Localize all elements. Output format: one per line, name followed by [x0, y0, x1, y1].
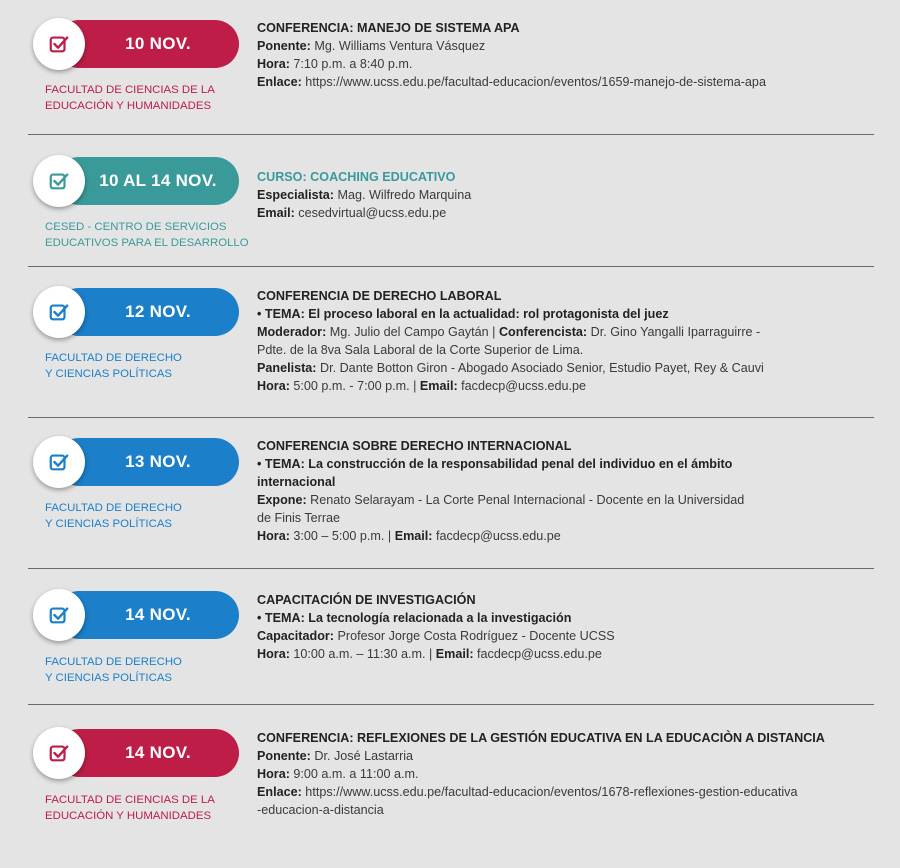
faculty-name: FACULTAD DE CIENCIAS DE LA EDUCACIÓN Y HUMANIDADES — [45, 84, 215, 112]
date-badge — [33, 438, 239, 486]
divider — [28, 266, 874, 267]
faculty-name: FACULTAD DE DERECHO Y CIENCIAS POLÍTICAS — [45, 352, 182, 380]
event-email[interactable]: cesedvirtual@ucss.edu.pe — [294, 206, 447, 220]
date-badge — [33, 591, 239, 639]
divider — [28, 417, 874, 418]
event-title: CONFERENCIA DE DERECHO LABORAL — [257, 289, 502, 303]
event-email[interactable]: facdecp@ucss.edu.pe — [457, 379, 586, 393]
date-pill: 12 NOV. — [55, 288, 239, 336]
event-link[interactable]: https://www.ucss.edu.pe/facultad-educacion/eventos/1659-manejo-de-sistema-apa — [301, 75, 766, 89]
event-link-continued[interactable]: -educacion-a-distancia — [257, 803, 384, 817]
divider — [28, 568, 874, 569]
date-pill: 13 NOV. — [55, 438, 239, 486]
event-topic: • TEMA: El proceso laboral en la actualidad: rol protagonista del juez — [257, 307, 669, 321]
faculty-name: FACULTAD DE DERECHO Y CIENCIAS POLÍTICAS — [45, 656, 182, 684]
event-topic: • TEMA: La tecnología relacionada a la investigación — [257, 611, 572, 625]
date-badge — [33, 288, 239, 336]
event-link[interactable]: https://www.ucss.edu.pe/facultad-educacion/eventos/1678-reflexiones-gestion-educativa — [301, 785, 798, 799]
date-pill: 14 NOV. — [55, 591, 239, 639]
faculty-name: CESED - CENTRO DE SERVICIOS EDUCATIVOS PARA EL DESARROLLO — [45, 221, 249, 249]
faculty-name: FACULTAD DE DERECHO Y CIENCIAS POLÍTICAS — [45, 502, 182, 530]
checkbox-check-icon — [48, 170, 70, 192]
event-title: CONFERENCIA: MANEJO DE SISTEMA APA — [257, 21, 520, 35]
date-pill: 10 AL 14 NOV. — [55, 157, 239, 205]
event-details: CONFERENCIA: MANEJO DE SISTEMA APA Ponente: Mg. Williams Ventura Vásquez Hora: 7:10 p.m. a 8:40 p.m. Enlace: https://www.ucss.edu.pe/facultad-educacion/eventos/1659-manejo-de-sistema-apa — [257, 19, 867, 91]
event-title: CONFERENCIA: REFLEXIONES DE LA GESTIÓN EDUCATIVA EN LA EDUCACIÒN A DISTANCIA — [257, 731, 825, 745]
checkbox-check-icon — [48, 604, 70, 626]
date-pill: 10 NOV. — [55, 20, 239, 68]
date-pill: 14 NOV. — [55, 729, 239, 777]
event-email[interactable]: facdecp@ucss.edu.pe — [432, 529, 561, 543]
event-topic: • TEMA: La construcción de la responsabilidad penal del individuo en el ámbito — [257, 457, 733, 471]
check-circle — [33, 286, 85, 338]
checkbox-check-icon — [48, 742, 70, 764]
event-title: CURSO: COACHING EDUCATIVO — [257, 170, 456, 184]
event-details: CONFERENCIA SOBRE DERECHO INTERNACIONAL • TEMA: La construcción de la responsabilidad penal del individuo en el ámbito internacional Expone: Renato Selarayam - La Corte Penal Internacional - Docente en la Universidad de Finis Terrae Hora: 3:00 – 5:00 p.m. | Email: facdecp@ucss.edu.pe — [257, 437, 867, 545]
checkbox-check-icon — [48, 33, 70, 55]
date-badge — [33, 729, 239, 777]
event-details: CONFERENCIA: REFLEXIONES DE LA GESTIÓN EDUCATIVA EN LA EDUCACIÒN A DISTANCIA Ponente: Dr. José Lastarria Hora: 9:00 a.m. a 11:00 a.m. Enlace: https://www.ucss.edu.pe/facultad-educacion/eventos/1678-reflexiones-gestion-educativa -educacion-a-distancia — [257, 729, 867, 819]
event-details: CURSO: COACHING EDUCATIVO Especialista: Mag. Wilfredo Marquina Email: cesedvirtual@ucss.edu.pe — [257, 168, 867, 222]
date-badge — [33, 20, 239, 68]
check-circle — [33, 727, 85, 779]
check-circle — [33, 155, 85, 207]
event-title: CAPACITACIÓN DE INVESTIGACIÓN — [257, 593, 476, 607]
checkbox-check-icon — [48, 451, 70, 473]
divider — [28, 134, 874, 135]
checkbox-check-icon — [48, 301, 70, 323]
check-circle — [33, 436, 85, 488]
check-circle — [33, 18, 85, 70]
faculty-name: FACULTAD DE CIENCIAS DE LA EDUCACIÓN Y HUMANIDADES — [45, 794, 215, 822]
event-title: CONFERENCIA SOBRE DERECHO INTERNACIONAL — [257, 439, 572, 453]
check-circle — [33, 589, 85, 641]
divider — [28, 704, 874, 705]
event-email[interactable]: facdecp@ucss.edu.pe — [473, 647, 602, 661]
event-details: CAPACITACIÓN DE INVESTIGACIÓN • TEMA: La tecnología relacionada a la investigación Capacitador: Profesor Jorge Costa Rodríguez - Docente UCSS Hora: 10:00 a.m. – 11:30 a.m. | Email: facdecp@ucss.edu.pe — [257, 591, 867, 663]
date-badge — [33, 157, 239, 205]
event-details: CONFERENCIA DE DERECHO LABORAL • TEMA: El proceso laboral en la actualidad: rol protagonista del juez Moderador: Mg. Julio del Campo Gaytán | Conferencista: Dr. Gino Yangalli Iparraguirre - Pdte. de la 8va Sala Laboral de la Corte Superior de Lima. Panelista: Dr. Dante Botton Giron - Abogado Asociado Senior, Estudio Payet, Rey & Cauvi Hora: 5:00 p.m. - 7:00 p.m. | Email: facdecp@ucss.edu.pe — [257, 287, 867, 395]
